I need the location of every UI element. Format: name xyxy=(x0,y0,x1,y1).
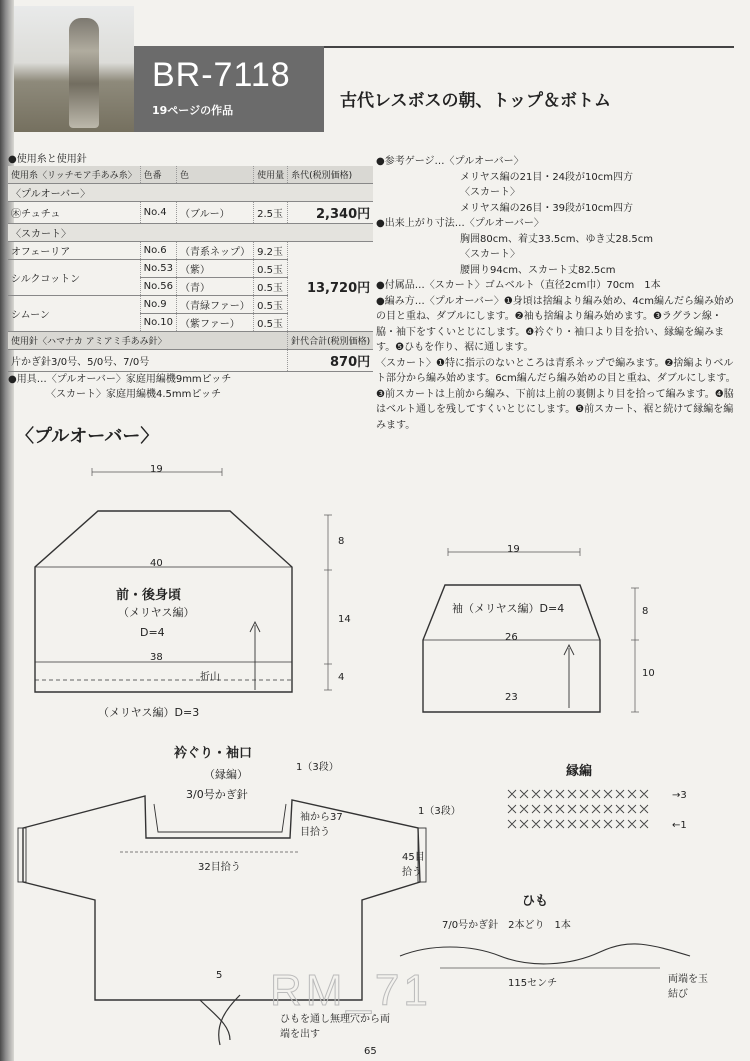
height-14: 14 xyxy=(338,614,351,625)
tools-line: 〈スカート〉家庭用編機4.5mmピッチ xyxy=(46,389,221,400)
needle-heading: 使用針〈ハマナカ アミアミ手あみ針〉 xyxy=(8,332,288,350)
size-skirt-label: 〈スカート〉 xyxy=(460,249,520,260)
body-stitch: （メリヤス編） xyxy=(118,606,195,619)
col-price: 糸代(税別価格) xyxy=(288,166,374,184)
himo-note: 両端を玉結び xyxy=(668,974,708,1000)
size-skirt: 腰囲り94cm、スカート丈82.5cm xyxy=(460,264,616,276)
himo-needle: 7/0号かぎ針 2本どり 1本 xyxy=(442,920,571,931)
tie-note: ひもを通し無理穴から両端を出す xyxy=(280,1014,390,1040)
sleeve-height-10: 10 xyxy=(642,668,655,679)
tie-strand xyxy=(200,995,240,1045)
gauge-skirt-label: 〈スカート〉 xyxy=(460,187,520,198)
sleeve-hem-label: 23 xyxy=(505,692,518,703)
yarn-number: No.6 xyxy=(140,242,176,260)
yarn-color: （青） xyxy=(176,278,253,296)
body-bottom-stitch: （メリヤス編）D=3 xyxy=(98,706,200,719)
body-top-label: 19 xyxy=(150,464,163,475)
col-amount: 使用量 xyxy=(254,166,288,184)
sleeve-top-label: 19 xyxy=(507,544,520,555)
yarn-name: オフェーリア xyxy=(8,242,140,260)
body-d: D=4 xyxy=(140,626,165,639)
yarn-color: （青緑ファー） xyxy=(176,296,253,314)
needle-price: 870円 xyxy=(288,350,374,372)
group-skirt: 〈スカート〉 xyxy=(8,224,373,242)
body-name: 前・後身頃 xyxy=(116,588,182,603)
yarn-name: ㊍チュチュ xyxy=(8,202,140,224)
edging-arrow-3: →3 xyxy=(672,790,687,801)
sleeve-width-label: 26 xyxy=(505,632,518,643)
group-pullover: 〈プルオーバー〉 xyxy=(8,184,373,202)
yarn-amount: 9.2玉 xyxy=(254,242,288,260)
yarn-color: （紫） xyxy=(176,260,253,278)
method-skirt: 〈スカート〉❶特に指示のないところは青系ネップで編みます。❷捨編よりベルト部分から編み始めます。6cm編んだら編み始めの目と重ね、ダブルにします。❸前スカートは上前から編み、下前は上前の裏側より目を拾って編みます。❹脇はベルト通しを残してすくいとじにします。❺前スカート、裾と続けて縁編を編みます。 xyxy=(376,357,736,431)
himo-title: ひも xyxy=(522,894,549,909)
page-number: 65 xyxy=(364,1046,377,1057)
sleeve-name: 袖（メリヤス編）D=4 xyxy=(452,602,565,615)
himo-chain xyxy=(400,944,690,964)
edging-arrow-1: ←1 xyxy=(672,820,687,831)
neck-sub: （縁編） xyxy=(204,768,248,781)
yarn-number: No.9 xyxy=(140,296,176,314)
yarn-amount: 0.5玉 xyxy=(254,260,288,278)
col-number: 色番 xyxy=(140,166,176,184)
himo-length: 115センチ xyxy=(508,978,558,989)
needle-price-heading: 針代合計(税別価格) xyxy=(288,332,374,350)
gauge-label: ●参考ゲージ…〈プルオーバー〉 xyxy=(376,156,524,167)
edging-title: 縁編 xyxy=(566,764,593,779)
size-label: ●出来上がり寸法…〈プルオーバー〉 xyxy=(376,218,544,229)
yarn-number: No.53 xyxy=(140,260,176,278)
yarn-name: シムーン xyxy=(8,296,140,332)
page-title: 古代レスボスの朝、トップ＆ボトム xyxy=(340,91,611,111)
edging-row xyxy=(508,820,648,828)
yarn-price: 2,340円 xyxy=(288,202,374,224)
yarn-number: No.10 xyxy=(140,314,176,332)
method-pullover: ●編み方…〈プルオーバー〉❶身頃は捨編より編み始め、4cm編んだら編み始めの目と重ね、ダブルにします。❷袖も捨編より編み始めます。❸ラグラン線・脇・袖下をすくいとじにします。❹衿ぐり・袖口より目を拾い、縁編を編みます。❺ひもを作り、裾に通します。 xyxy=(376,295,734,353)
yarn-heading: ●使用糸と使用針 xyxy=(8,154,87,165)
body-hem-label: 38 xyxy=(150,652,163,663)
watermark: RM_71 xyxy=(270,966,432,1015)
cuff-left xyxy=(18,828,26,882)
pick45-label: 45目拾う xyxy=(402,852,425,878)
pattern-code: BR-7118 xyxy=(152,56,291,94)
yarn-name: シルクコットン xyxy=(8,260,140,296)
neck-needle: 3/0号かぎ針 xyxy=(186,788,248,801)
body-width-label: 40 xyxy=(150,558,163,569)
yarn-price: 13,720円 xyxy=(288,242,374,332)
sleeve-height-8: 8 xyxy=(642,606,649,617)
needle-value: 片かぎ針3/0号、5/0号、7/0号 xyxy=(8,350,288,372)
height-4: 4 xyxy=(338,672,345,683)
page-reference: 19ページの作品 xyxy=(152,104,234,117)
pick32-label: 32目拾う xyxy=(198,862,241,873)
yarn-color: （ブルー） xyxy=(176,202,253,224)
yarn-amount: 0.5玉 xyxy=(254,278,288,296)
pullover-section-title: 〈プルオーバー〉 xyxy=(16,426,159,447)
fold-label: 折山 xyxy=(200,672,220,683)
sleeve-pick-label: 袖から37目拾う xyxy=(300,812,343,838)
yarn-number: No.56 xyxy=(140,278,176,296)
edging-row xyxy=(508,805,648,813)
size-pullover: 胸囲80cm、着丈33.5cm、ゆき丈28.5cm xyxy=(460,233,653,245)
accessory: ●付属品…〈スカート〉ゴムベルト（直径2cm巾）70cm 1本 xyxy=(376,280,661,291)
yarn-amount: 0.5玉 xyxy=(254,296,288,314)
yarn-amount: 2.5玉 xyxy=(254,202,288,224)
tie-5-label: 5 xyxy=(216,970,223,981)
neck-title: 衿ぐり・袖口 xyxy=(174,746,253,761)
yarn-color: （青系ネップ） xyxy=(176,242,253,260)
rows-label-neck: 1（3段） xyxy=(296,762,339,773)
col-color: 色 xyxy=(176,166,253,184)
gauge-skirt: メリヤス編の26目・39段が10cm四方 xyxy=(460,202,634,214)
yarn-amount: 0.5玉 xyxy=(254,314,288,332)
height-8: 8 xyxy=(338,536,345,547)
yarn-color: （紫ファー） xyxy=(176,314,253,332)
col-yarn: 使用糸〈リッチモア手あみ糸〉 xyxy=(8,166,140,184)
tools-line: ●用具…〈プルオーバー〉家庭用編機9mmピッチ xyxy=(8,374,232,385)
edging-row xyxy=(508,790,648,798)
yarn-number: No.4 xyxy=(140,202,176,224)
rows-label-cuff: 1（3段） xyxy=(418,806,461,817)
gauge-pullover: メリヤス編の21目・24段が10cm四方 xyxy=(460,171,634,183)
